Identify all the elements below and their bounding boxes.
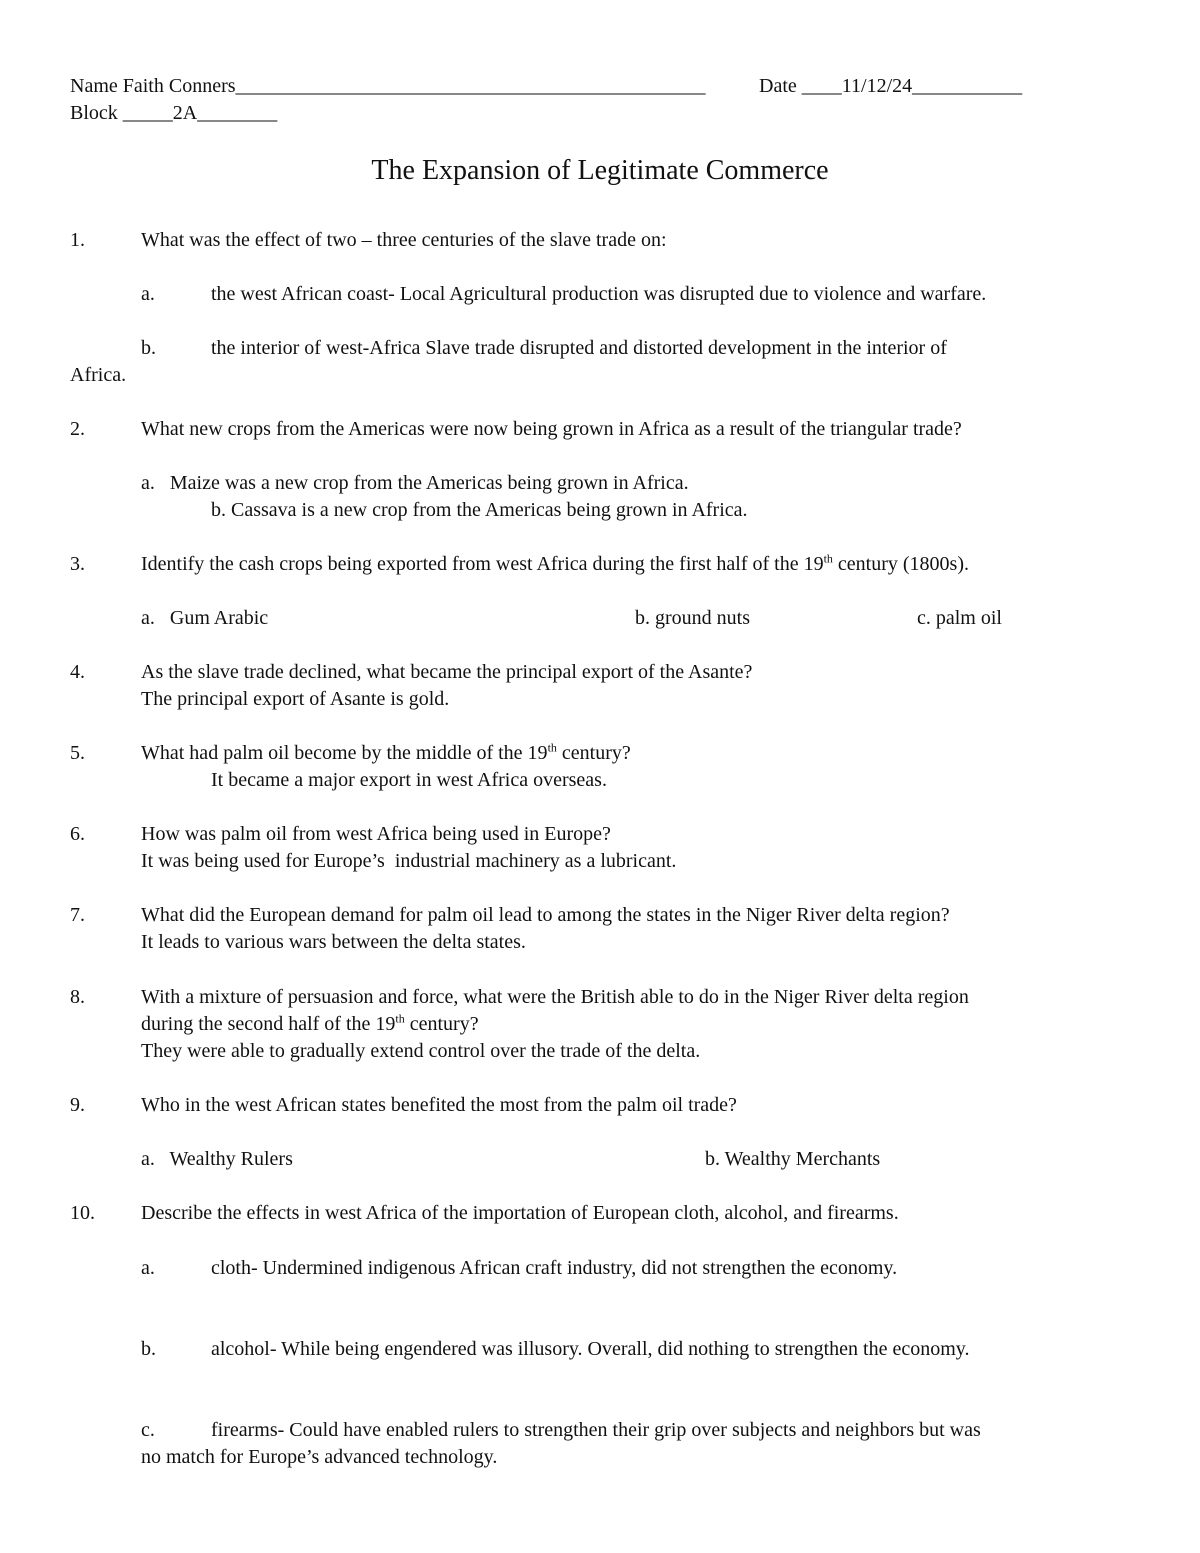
answer-letter: a. <box>141 1257 155 1279</box>
question-text: Who in the west African states benefited the most from the palm oil trade? <box>141 1094 737 1116</box>
block-field: Block _____2A________ <box>70 102 278 124</box>
question-number: 8. <box>70 986 85 1008</box>
question-number: 6. <box>70 823 85 845</box>
answer-letter: b. <box>141 337 156 359</box>
answer-text: a. Maize was a new crop from the Americas being grown in Africa. <box>141 472 689 494</box>
answer-letter: c. <box>141 1419 155 1441</box>
question-text-continued: during the second half of the 19th century? <box>141 1011 479 1035</box>
answer-text: b. Cassava is a new crop from the Americas being grown in Africa. <box>211 499 748 521</box>
answer-text: It leads to various wars between the delta states. <box>141 931 526 953</box>
question-number: 9. <box>70 1094 85 1116</box>
question-number: 1. <box>70 229 85 251</box>
question-number: 3. <box>70 553 85 575</box>
answer-text: It was being used for Europe’s industrial machinery as a lubricant. <box>141 850 677 872</box>
question-text: With a mixture of persuasion and force, what were the British able to do in the Niger River delta region <box>141 986 969 1008</box>
answer-text: cloth- Undermined indigenous African craft industry, did not strengthen the economy. <box>211 1257 898 1279</box>
question-number: 10. <box>70 1202 95 1224</box>
question-text: Identify the cash crops being exported from west Africa during the first half of the 19th century (1800s). <box>141 551 969 575</box>
question-number: 2. <box>70 418 85 440</box>
question-number: 4. <box>70 661 85 683</box>
date-field: Date ____11/12/24___________ <box>759 75 1023 97</box>
answer-text: alcohol- While being engendered was illusory. Overall, did nothing to strengthen the economy. <box>211 1338 970 1360</box>
answer-text: It became a major export in west Africa overseas. <box>211 769 607 791</box>
question-number: 7. <box>70 904 85 926</box>
question-text: As the slave trade declined, what became the principal export of the Asante? <box>141 661 753 683</box>
answer-text-continued: no match for Europe’s advanced technology. <box>141 1446 498 1468</box>
answer-text: a. Gum Arabic <box>141 607 269 629</box>
page-title: The Expansion of Legitimate Commerce <box>371 155 829 186</box>
answer-text: b. ground nuts <box>635 607 750 629</box>
answer-text: firearms- Could have enabled rulers to strengthen their grip over subjects and neighbors but was <box>211 1419 981 1441</box>
answer-text: c. palm oil <box>917 607 1002 629</box>
answer-text: They were able to gradually extend control over the trade of the delta. <box>141 1040 701 1062</box>
question-text: What had palm oil become by the middle of the 19th century? <box>141 740 631 764</box>
answer-text: the west African coast- Local Agricultural production was disrupted due to violence and warfare. <box>211 283 987 305</box>
answer-letter: b. <box>141 1338 156 1360</box>
name-field: Name Faith Conners_______________________________________________ <box>70 75 706 97</box>
answer-text: b. Wealthy Merchants <box>705 1148 881 1170</box>
answer-text: a. Wealthy Rulers <box>141 1148 293 1170</box>
question-text: What new crops from the Americas were now being grown in Africa as a result of the triangular trade? <box>141 418 962 440</box>
question-text: How was palm oil from west Africa being used in Europe? <box>141 823 611 845</box>
answer-text: the interior of west-Africa Slave trade disrupted and distorted development in the interior of <box>211 337 947 359</box>
question-text: What was the effect of two – three centuries of the slave trade on: <box>141 229 667 251</box>
answer-letter: a. <box>141 283 155 305</box>
answer-text: The principal export of Asante is gold. <box>141 688 450 710</box>
question-text: Describe the effects in west Africa of the importation of European cloth, alcohol, and firearms. <box>141 1202 899 1224</box>
answer-text-continued: Africa. <box>70 364 127 386</box>
question-text: What did the European demand for palm oil lead to among the states in the Niger River delta region? <box>141 904 950 926</box>
question-number: 5. <box>70 742 85 764</box>
